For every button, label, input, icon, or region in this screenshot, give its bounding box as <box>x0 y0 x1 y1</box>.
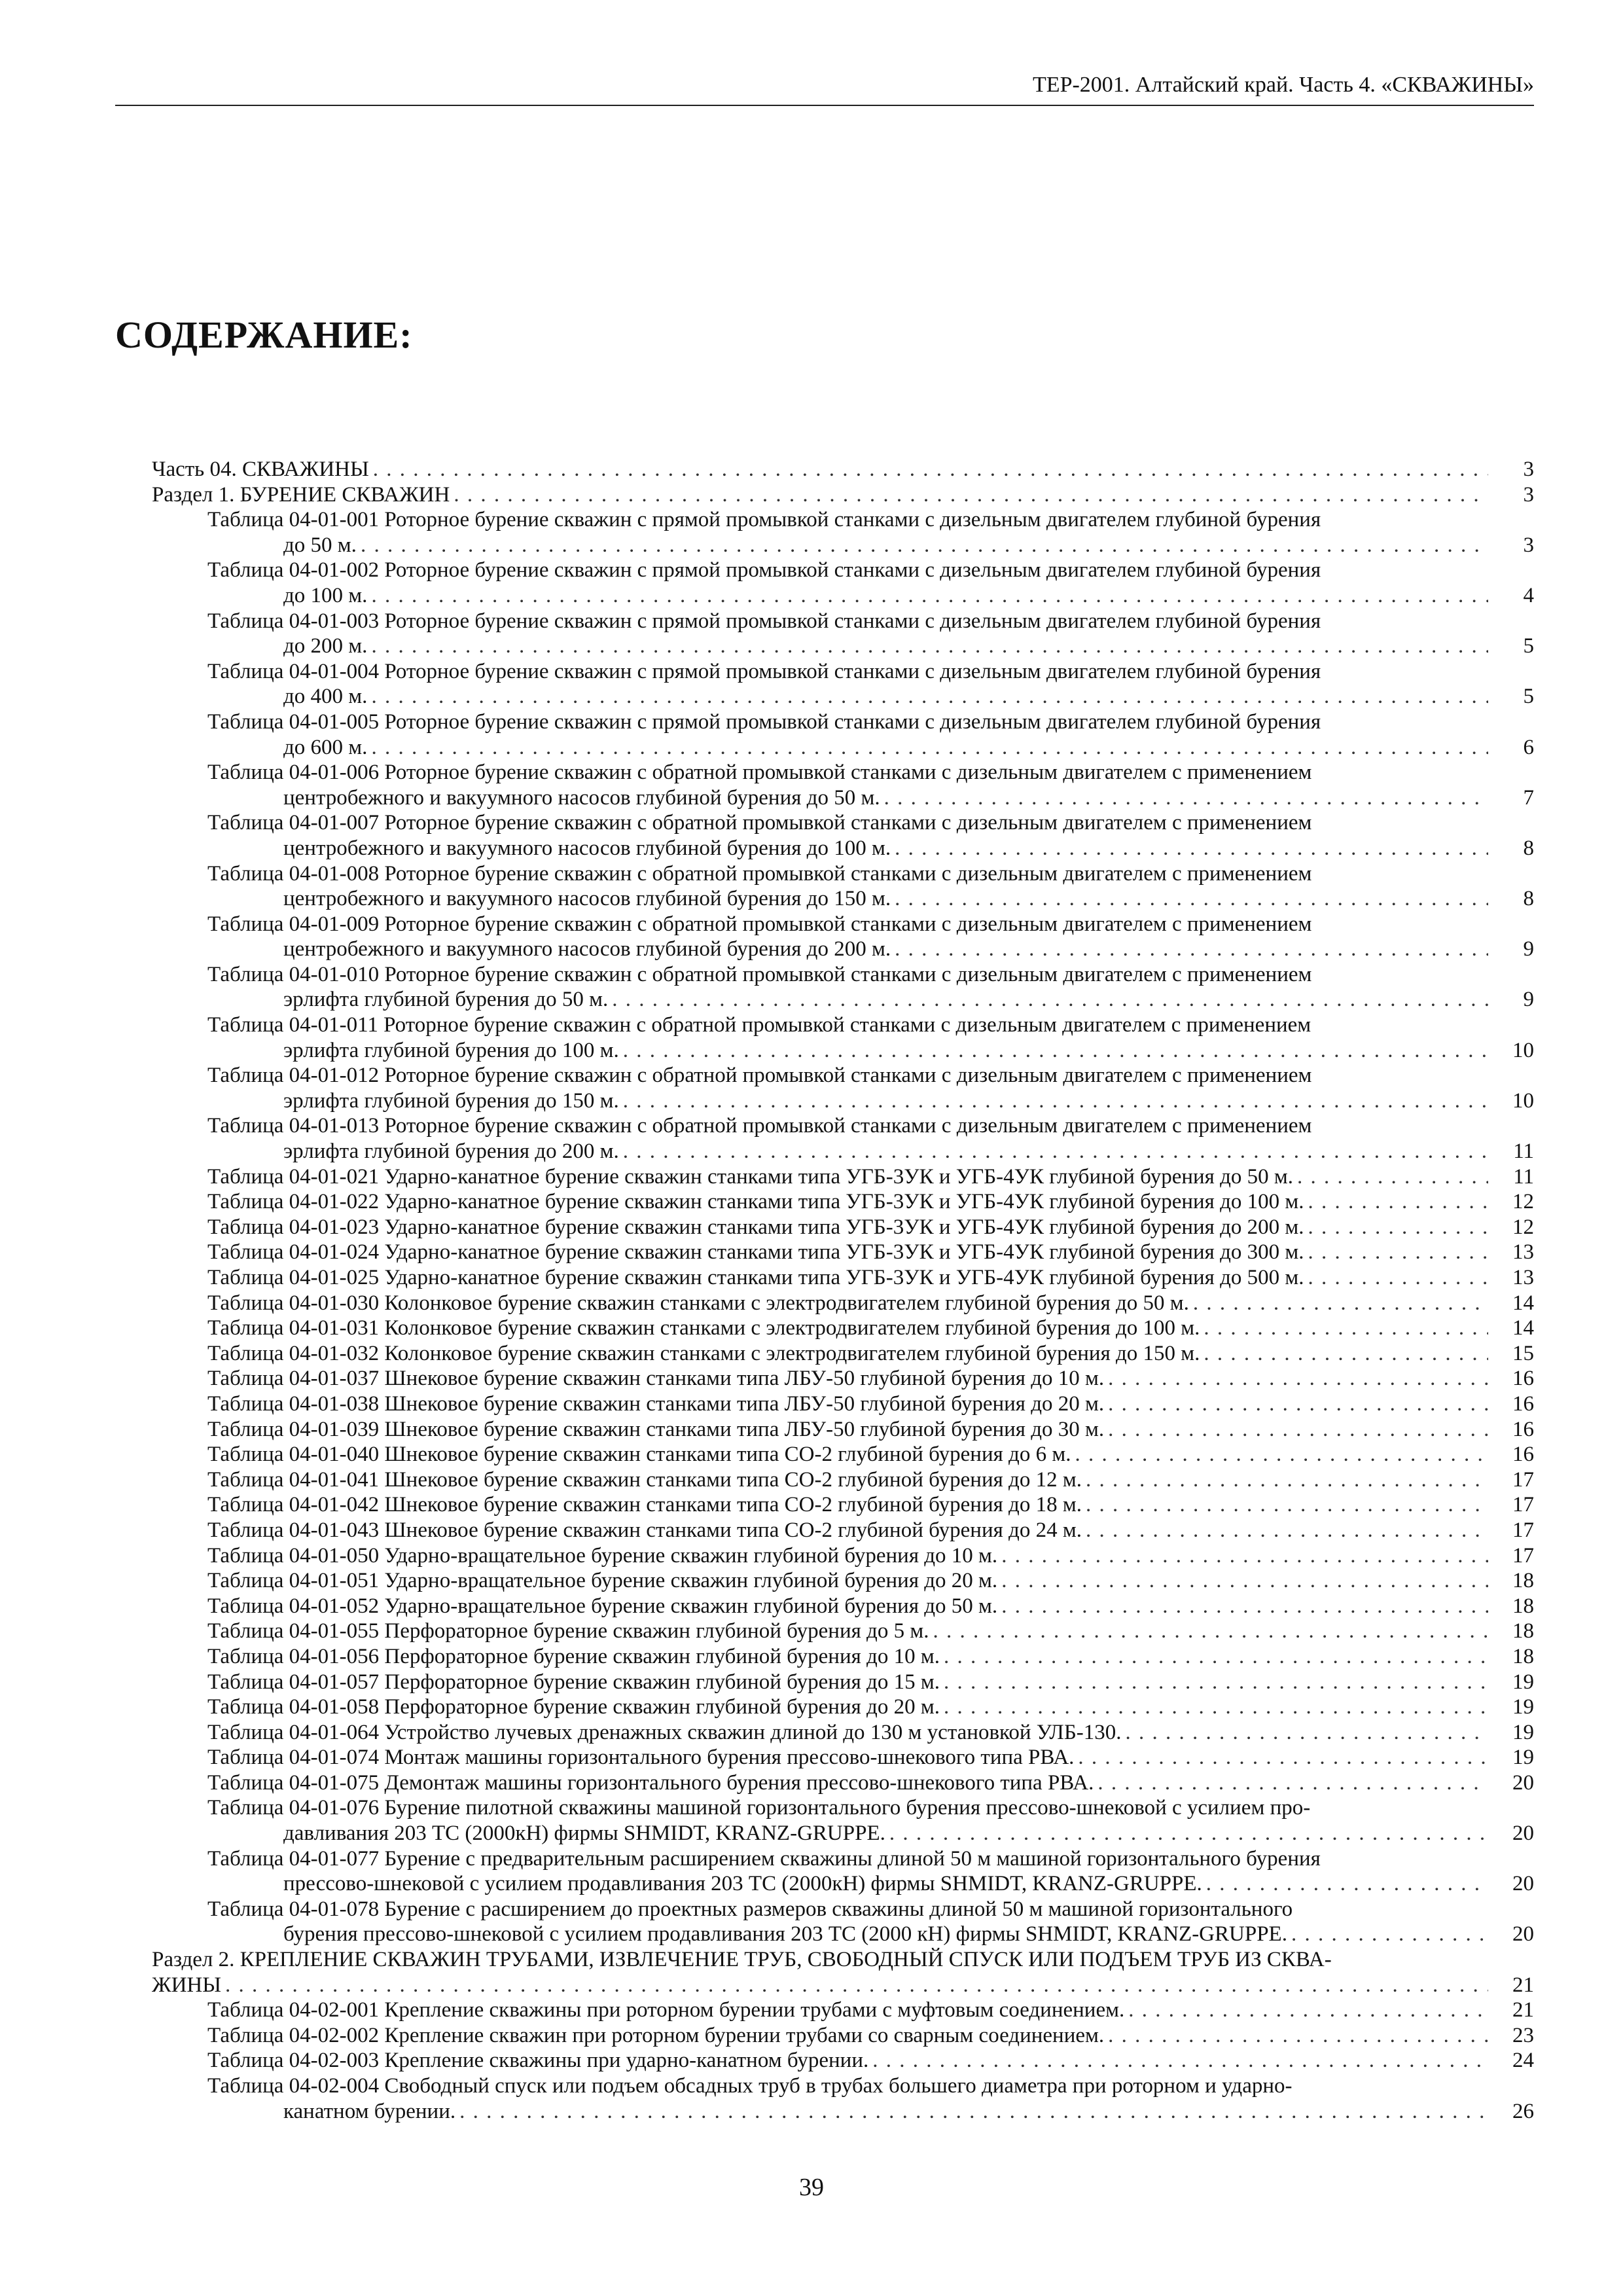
toc-entry-text: Таблица 04-01-003 Роторное бурение скважин с прямой промывкой станками с дизельным двигателем глубиной бурения <box>207 609 1321 633</box>
toc-page-number: 24 <box>1512 2049 1534 2073</box>
toc-table-entry[interactable] <box>152 1594 1534 1619</box>
toc-table-entry[interactable] <box>152 1897 1534 1947</box>
toc-entry-line <box>207 1240 1534 1265</box>
toc-page-number: 21 <box>1512 1998 1534 2022</box>
toc-entry-line <box>207 1492 1534 1518</box>
toc-table-entry[interactable] <box>152 1291 1534 1316</box>
toc-entry-line <box>207 1897 1534 1922</box>
toc-table-entry[interactable] <box>152 1846 1534 1897</box>
dot-leader <box>1082 1518 1488 1543</box>
dot-leader <box>1104 2023 1488 2049</box>
dot-leader <box>221 1973 1488 1998</box>
toc-entry-text: Часть 04. СКВАЖИНЫ <box>152 457 369 481</box>
toc-page-number: 20 <box>1512 1770 1534 1795</box>
toc-entry-text: Таблица 04-01-056 Перфораторное бурение скважин глубиной бурения до 10 м. <box>207 1644 940 1668</box>
toc-page-number: 19 <box>1512 1695 1534 1719</box>
toc-table-entry[interactable] <box>152 1644 1534 1670</box>
toc-table-entry[interactable] <box>152 1164 1534 1190</box>
toc-entry-line <box>152 457 1534 482</box>
dot-leader <box>619 1088 1488 1114</box>
toc-entry-line <box>207 1543 1534 1569</box>
toc-entry-text: Таблица 04-01-006 Роторное бурение скважин с обратной промывкой станками с дизельным двигателем с применением <box>207 761 1312 785</box>
toc-table-entry[interactable] <box>152 1417 1534 1443</box>
toc-table-entry[interactable] <box>152 1543 1534 1569</box>
dot-leader <box>1082 1492 1488 1518</box>
dot-leader <box>1304 1265 1488 1291</box>
dot-leader <box>367 634 1488 659</box>
toc-page-number: 26 <box>1512 2099 1534 2123</box>
toc-page-number: 14 <box>1512 1291 1534 1315</box>
toc-table-entry[interactable] <box>152 1189 1534 1215</box>
toc-page-number: 7 <box>1523 785 1534 810</box>
dot-leader <box>1124 1998 1488 2023</box>
toc-table-entry[interactable] <box>152 609 1534 659</box>
dot-leader <box>1293 1164 1488 1190</box>
toc-section-entry[interactable] <box>152 457 1534 482</box>
toc-entry-line <box>207 1265 1534 1291</box>
toc-entry-text: Таблица 04-01-002 Роторное бурение скважин с прямой промывкой станками с дизельным двигателем глубиной бурения <box>207 558 1321 583</box>
toc-entry-line <box>207 937 1534 962</box>
toc-entry-text: эрлифта глубиной бурения до 200 м. <box>283 1139 619 1164</box>
toc-entry-text: эрлифта глубиной бурения до 100 м. <box>283 1038 619 1062</box>
toc-entry-line <box>207 912 1534 937</box>
toc-entry-line <box>207 1695 1534 1720</box>
toc-section-entry[interactable] <box>152 1947 1534 1998</box>
toc-entry-text: Раздел 2. КРЕПЛЕНИЕ СКВАЖИН ТРУБАМИ, ИЗВЛЕЧЕНИЕ ТРУБ, СВОБОДНЫЙ СПУСК ИЛИ ПОДЪЕМ ТРУБ ИЗ СКВА- <box>152 1948 1332 1972</box>
toc-entry-line <box>207 1871 1534 1897</box>
toc-page-number: 13 <box>1512 1266 1534 1289</box>
toc-entry-text: Таблица 04-01-022 Ударно-канатное бурение скважин станками типа УГБ-3УК и УГБ-4УК глубиной бурения до 100 м. <box>207 1190 1304 1214</box>
toc-entry-line <box>207 1795 1534 1821</box>
dot-leader <box>1189 1291 1488 1316</box>
toc-entry-line <box>207 1998 1534 2023</box>
toc-table-entry[interactable] <box>152 810 1534 861</box>
toc-entry-line <box>207 1770 1534 1796</box>
toc-entry-line <box>152 1973 1534 1998</box>
toc-table-entry[interactable] <box>152 1341 1534 1367</box>
toc-entry-line <box>207 1745 1534 1770</box>
toc-entry-text: Раздел 1. БУРЕНИЕ СКВАЖИН <box>152 482 450 507</box>
dot-leader <box>891 937 1488 962</box>
toc-entry-line <box>207 1139 1534 1164</box>
toc-table-entry[interactable] <box>152 1113 1534 1164</box>
toc-page-number: 14 <box>1512 1316 1534 1340</box>
toc-table-entry[interactable] <box>152 1745 1534 1770</box>
toc-table-entry[interactable] <box>152 1265 1534 1291</box>
toc-page-number: 18 <box>1512 1619 1534 1643</box>
toc-entry-line <box>207 507 1534 533</box>
dot-leader <box>1094 1770 1488 1796</box>
toc-entry-text: Таблица 04-01-031 Колонковое бурение скважин станками с электродвигателем глубиной бурения до 100 м. <box>207 1316 1200 1340</box>
toc-entry-text: центробежного и вакуумного насосов глубиной бурения до 100 м. <box>283 836 891 860</box>
dot-leader <box>1202 1871 1488 1897</box>
toc-entry-text: до 600 м. <box>283 735 368 759</box>
toc-entry-line <box>207 1366 1534 1391</box>
toc-entry-text: Таблица 04-02-004 Свободный спуск или подъем обсадных труб в трубах большего диаметра при роторном и ударно- <box>207 2074 1293 2098</box>
toc-entry-line <box>207 861 1534 887</box>
toc-page-number: 21 <box>1512 1973 1534 1997</box>
toc-page-number: 23 <box>1512 2023 1534 2047</box>
toc-entry-text: эрлифта глубиной бурения до 150 м. <box>283 1088 619 1113</box>
toc-table-entry[interactable] <box>152 1013 1534 1063</box>
toc-table-entry[interactable] <box>152 1998 1534 2023</box>
toc-entry-text: центробежного и вакуумного насосов глубиной бурения до 200 м. <box>283 937 891 961</box>
toc-entry-line <box>207 1417 1534 1443</box>
dot-leader <box>1200 1341 1488 1367</box>
toc-page-number: 17 <box>1512 1493 1534 1517</box>
toc-table-entry[interactable] <box>152 1391 1534 1417</box>
toc-entry-text: центробежного и вакуумного насосов глубиной бурения до 50 м. <box>283 785 880 810</box>
dot-leader <box>1304 1215 1488 1240</box>
toc-table-entry[interactable] <box>152 1442 1534 1467</box>
toc-table-entry[interactable] <box>152 1366 1534 1391</box>
toc-entry-text: Таблица 04-01-076 Бурение пилотной скважины машиной горизонтального бурения прессово-шнековой с усилием про- <box>207 1796 1311 1820</box>
dot-leader <box>455 2099 1488 2125</box>
toc-entry-line <box>207 634 1534 659</box>
dot-leader <box>868 2048 1488 2073</box>
toc-table-entry[interactable] <box>152 558 1534 608</box>
toc-table-entry[interactable] <box>152 962 1534 1013</box>
dot-leader <box>891 836 1488 861</box>
toc-entry-text: Таблица 04-01-007 Роторное бурение скважин с обратной промывкой станками с дизельным двигателем с применением <box>207 811 1312 835</box>
toc-table-entry[interactable] <box>152 507 1534 558</box>
toc-table-entry[interactable] <box>152 1770 1534 1796</box>
toc-table-entry[interactable] <box>152 1568 1534 1594</box>
toc-entry-line <box>207 1316 1534 1341</box>
toc-entry-line <box>207 2073 1534 2099</box>
dot-leader <box>1104 1417 1488 1443</box>
toc-entry-text: Таблица 04-01-052 Ударно-вращательное бурение скважин глубиной бурения до 50 м. <box>207 1594 998 1618</box>
toc-table-entry[interactable] <box>152 1316 1534 1341</box>
toc-entry-line <box>207 1189 1534 1215</box>
toc-entry-text: Таблица 04-01-078 Бурение с расширением до проектных размеров скважины длиной 50 м машиной горизонтального <box>207 1897 1293 1921</box>
toc-entry-line <box>207 1619 1534 1644</box>
toc-entry-text: Таблица 04-01-058 Перфораторное бурение скважин глубиной бурения до 20 м. <box>207 1695 940 1719</box>
toc-entry-text: бурения прессово-шнековой с усилием продавливания 203 ТС (2000 кН) фирмы SHMIDT, KRANZ-GRUPPE. <box>283 1922 1287 1946</box>
toc-entry-text: Таблица 04-02-001 Крепление скважины при роторном бурении трубами с муфтовым соединением. <box>207 1998 1125 2022</box>
header-rule <box>115 105 1534 106</box>
toc-entry-line <box>207 1846 1534 1872</box>
toc-page-number: 17 <box>1512 1467 1534 1492</box>
toc-entry-line <box>207 1391 1534 1417</box>
toc-page-number: 16 <box>1512 1367 1534 1391</box>
toc-page-number: 18 <box>1512 1569 1534 1593</box>
toc-page-number: 11 <box>1513 1164 1534 1189</box>
dot-leader <box>997 1543 1488 1569</box>
toc-entry-text: канатном бурении. <box>283 2099 456 2123</box>
dot-leader <box>885 1821 1488 1846</box>
toc-page-number: 18 <box>1512 1644 1534 1668</box>
dot-leader <box>1287 1922 1488 1947</box>
dot-leader <box>619 1139 1488 1164</box>
toc-page-number: 18 <box>1512 1594 1534 1618</box>
toc-entry-line <box>207 1341 1534 1367</box>
toc-entry-line <box>207 1442 1534 1467</box>
toc-entry-text: Таблица 04-01-043 Шнековое бурение скважин станками типа СО-2 глубиной бурения до 24 м. <box>207 1518 1082 1542</box>
dot-leader <box>357 533 1488 558</box>
toc-entry-line <box>207 583 1534 609</box>
toc-entry-text: Таблица 04-01-004 Роторное бурение скважин с прямой промывкой станками с дизельным двигателем глубиной бурения <box>207 659 1321 683</box>
toc-entry-text: до 50 м. <box>283 533 357 557</box>
toc-entry-text: Таблица 04-01-010 Роторное бурение скважин с обратной промывкой станками с дизельным двигателем с применением <box>207 962 1312 986</box>
dot-leader <box>1200 1316 1488 1341</box>
toc-entry-line <box>207 886 1534 912</box>
toc-entry-text: Таблица 04-01-042 Шнековое бурение скважин станками типа СО-2 глубиной бурения до 18 м. <box>207 1493 1082 1517</box>
toc-entry-text: Таблица 04-01-057 Перфораторное бурение скважин глубиной бурения до 15 м. <box>207 1670 940 1694</box>
dot-leader <box>619 1038 1488 1064</box>
toc-table-entry[interactable] <box>152 1518 1534 1543</box>
toc-page-number: 8 <box>1523 836 1534 860</box>
dot-leader <box>880 785 1488 811</box>
toc-entry-line <box>207 1215 1534 1240</box>
toc-entry-text: Таблица 04-02-002 Крепление скважин при роторном бурении трубами со сварным соединением. <box>207 2023 1105 2047</box>
dot-leader <box>367 583 1488 609</box>
toc-entry-line <box>207 1113 1534 1139</box>
toc-entry-text: центробежного и вакуумного насосов глубиной бурения до 150 м. <box>283 887 891 911</box>
toc-table-entry[interactable] <box>152 1670 1534 1695</box>
toc-entry-line <box>207 1821 1534 1846</box>
toc-entry-text: давливания 203 ТС (2000кН) фирмы SHMIDT, KRANZ-GRUPPE. <box>283 1821 885 1846</box>
toc-entry-text: Таблица 04-01-012 Роторное бурение скважин с обратной промывкой станками с дизельным двигателем с применением <box>207 1064 1312 1088</box>
toc-entry-line <box>152 482 1534 508</box>
toc-page-number: 10 <box>1512 1088 1534 1113</box>
toc-page-number: 11 <box>1513 1139 1534 1164</box>
toc-entry-text: Таблица 04-01-041 Шнековое бурение скважин станками типа СО-2 глубиной бурения до 12 м. <box>207 1467 1082 1492</box>
toc-entry-line <box>207 810 1534 836</box>
toc-entry-line <box>207 760 1534 785</box>
dot-leader <box>367 735 1488 761</box>
toc-entry-text: Таблица 04-01-030 Колонковое бурение скважин станками с электродвигателем глубиной бурения до 50 м. <box>207 1291 1189 1315</box>
toc-page-number: 20 <box>1512 1872 1534 1896</box>
toc-entry-line <box>207 659 1534 685</box>
toc-entry-line <box>207 533 1534 558</box>
toc-page-number: 16 <box>1512 1391 1534 1416</box>
toc-entry-text: Таблица 04-01-024 Ударно-канатное бурение скважин станками типа УГБ-3УК и УГБ-4УК глубиной бурения до 300 м. <box>207 1240 1304 1265</box>
toc-page-number: 5 <box>1523 685 1534 709</box>
toc-page-number: 8 <box>1523 887 1534 911</box>
toc-page-number: 13 <box>1512 1240 1534 1265</box>
toc-page-number: 9 <box>1523 937 1534 961</box>
toc-table-entry[interactable] <box>152 1240 1534 1265</box>
toc-page-number: 9 <box>1523 988 1534 1012</box>
toc-entry-text: Таблица 04-01-032 Колонковое бурение скважин станками с электродвигателем глубиной бурения до 150 м. <box>207 1341 1200 1365</box>
dot-leader <box>1071 1442 1488 1467</box>
toc-page-number: 3 <box>1523 533 1534 557</box>
toc-entry-text: Таблица 04-01-039 Шнековое бурение скважин станками типа ЛБУ-50 глубиной бурения до 30 м. <box>207 1417 1105 1441</box>
toc-entry-text: Таблица 04-01-050 Ударно-вращательное бурение скважин глубиной бурения до 10 м. <box>207 1543 998 1568</box>
toc-entry-line <box>207 609 1534 634</box>
toc-table-entry[interactable] <box>152 2023 1534 2049</box>
toc-entry-text: ЖИНЫ <box>152 1973 222 1997</box>
toc-entry-line <box>207 1720 1534 1746</box>
toc-entry-line <box>207 1467 1534 1493</box>
toc-page-number: 12 <box>1512 1190 1534 1214</box>
toc-entry-line <box>207 735 1534 761</box>
toc-page-number: 19 <box>1512 1670 1534 1694</box>
toc-table-entry[interactable] <box>152 659 1534 709</box>
toc-entry-line <box>207 1063 1534 1088</box>
toc-table-entry[interactable] <box>152 1215 1534 1240</box>
toc-entry-line <box>207 1164 1534 1190</box>
toc-entry-line <box>207 1670 1534 1695</box>
toc-entry-text: Таблица 04-01-051 Ударно-вращательное бурение скважин глубиной бурения до 20 м. <box>207 1569 998 1593</box>
toc-page-number: 17 <box>1512 1518 1534 1542</box>
toc-entry-line <box>207 962 1534 988</box>
toc-entry-line <box>207 1518 1534 1543</box>
dot-leader <box>369 457 1488 482</box>
toc-entry-line <box>207 1644 1534 1670</box>
toc-entry-text: до 100 м. <box>283 583 368 607</box>
toc-entry-line <box>207 558 1534 583</box>
toc-table-entry[interactable] <box>152 1063 1534 1113</box>
dot-leader <box>997 1594 1488 1619</box>
toc-table-entry[interactable] <box>152 1695 1534 1720</box>
toc-page-number: 20 <box>1512 1922 1534 1946</box>
dot-leader <box>450 482 1488 508</box>
toc-page-number: 3 <box>1523 482 1534 507</box>
dot-leader <box>1304 1189 1488 1215</box>
toc-entry-text: Таблица 04-01-037 Шнековое бурение скважин станками типа ЛБУ-50 глубиной бурения до 10 м. <box>207 1367 1105 1391</box>
toc-entry-line <box>152 1947 1534 1973</box>
toc-entry-text: Таблица 04-01-001 Роторное бурение скважин с прямой промывкой станками с дизельным двигателем глубиной бурения <box>207 508 1321 532</box>
toc-entry-text: Таблица 04-01-025 Ударно-канатное бурение скважин станками типа УГБ-3УК и УГБ-4УК глубиной бурения до 500 м. <box>207 1266 1304 1289</box>
toc-page-number: 4 <box>1523 583 1534 607</box>
toc-entry-text: Таблица 04-01-011 Роторное бурение скважин с обратной промывкой станками с дизельным двигателем с применением <box>207 1013 1311 1037</box>
toc-entry-text: Таблица 04-01-008 Роторное бурение скважин с обратной промывкой станками с дизельным двигателем с применением <box>207 861 1312 886</box>
toc-entry-text: Таблица 04-01-075 Демонтаж машины горизонтального бурения прессово-шнекового типа РВА. <box>207 1770 1094 1795</box>
toc-entry-text: Таблица 04-02-003 Крепление скважины при ударно-канатном бурении. <box>207 2049 869 2073</box>
toc-section-entry[interactable] <box>152 482 1534 508</box>
toc-entry-text: Таблица 04-01-055 Перфораторное бурение скважин глубиной бурения до 5 м. <box>207 1619 929 1643</box>
toc-entry-line <box>207 836 1534 861</box>
toc-page-number: 3 <box>1523 457 1534 481</box>
page-title: СОДЕРЖАНИЕ: <box>115 314 413 356</box>
dot-leader <box>1074 1745 1488 1770</box>
dot-leader <box>929 1619 1488 1644</box>
toc-table-entry[interactable] <box>152 709 1534 760</box>
toc-entry-line <box>207 1568 1534 1594</box>
toc-entry-text: Таблица 04-01-023 Ударно-канатное бурение скважин станками типа УГБ-3УК и УГБ-4УК глубиной бурения до 200 м. <box>207 1215 1304 1239</box>
toc-entry-line <box>207 709 1534 735</box>
toc-table-entry[interactable] <box>152 2048 1534 2073</box>
toc-entry-line <box>207 2048 1534 2073</box>
dot-leader <box>940 1670 1488 1695</box>
toc-entry-line <box>207 2099 1534 2125</box>
toc-entry-text: прессово-шнековой с усилием продавливания 203 ТС (2000кН) фирмы SHMIDT, KRANZ-GRUPPE. <box>283 1872 1202 1896</box>
toc-entry-line <box>207 1922 1534 1947</box>
toc-entry-text: Таблица 04-01-074 Монтаж машины горизонтального бурения прессово-шнекового типа РВА. <box>207 1746 1075 1770</box>
dot-leader <box>1082 1467 1488 1493</box>
toc-entry-text: Таблица 04-01-077 Бурение с предварительным расширением скважины длиной 50 м машиной горизонтального бурения <box>207 1846 1321 1871</box>
toc-page-number: 12 <box>1512 1215 1534 1239</box>
dot-leader <box>1122 1720 1488 1746</box>
dot-leader <box>1104 1391 1488 1417</box>
toc-page-number: 16 <box>1512 1417 1534 1441</box>
toc-entry-line <box>207 785 1534 811</box>
dot-leader <box>1104 1366 1488 1391</box>
toc-entry-line <box>207 1291 1534 1316</box>
toc-entry-text: Таблица 04-01-009 Роторное бурение скважин с обратной промывкой станками с дизельным двигателем с применением <box>207 912 1312 936</box>
toc-page-number: 15 <box>1512 1341 1534 1365</box>
toc-table-entry[interactable] <box>152 1795 1534 1846</box>
toc-entry-text: до 400 м. <box>283 685 368 709</box>
toc-entry-text: Таблица 04-01-038 Шнековое бурение скважин станками типа ЛБУ-50 глубиной бурения до 20 м. <box>207 1391 1105 1416</box>
toc-entry-line <box>207 987 1534 1013</box>
toc-entry-text: Таблица 04-01-040 Шнековое бурение скважин станками типа СО-2 глубиной бурения до 6 м. <box>207 1443 1071 1467</box>
toc-entry-line <box>207 1088 1534 1114</box>
toc-table-entry[interactable] <box>152 760 1534 810</box>
toc-entry-line <box>207 1594 1534 1619</box>
toc-table-entry[interactable] <box>152 2073 1534 2124</box>
toc-entry-text: Таблица 04-01-021 Ударно-канатное бурение скважин станками типа УГБ-3УК и УГБ-4УК глубиной бурения до 50 м. <box>207 1164 1294 1189</box>
toc-page-number: 5 <box>1523 634 1534 658</box>
toc-page-number: 17 <box>1512 1543 1534 1568</box>
dot-leader <box>1304 1240 1488 1265</box>
toc-page-number: 6 <box>1523 735 1534 759</box>
toc-page-number: 19 <box>1512 1720 1534 1744</box>
dot-leader <box>608 987 1488 1013</box>
toc-entry-text: Таблица 04-01-013 Роторное бурение скважин с обратной промывкой станками с дизельным двигателем с применением <box>207 1114 1312 1138</box>
toc-page-number: 10 <box>1512 1038 1534 1062</box>
toc-entry-line <box>207 1038 1534 1064</box>
page-number: 39 <box>799 2174 824 2201</box>
toc-entry-text: эрлифта глубиной бурения до 50 м. <box>283 988 609 1012</box>
dot-leader <box>940 1644 1488 1670</box>
toc-table-entry[interactable] <box>152 1467 1534 1493</box>
toc-table-entry[interactable] <box>152 1619 1534 1644</box>
dot-leader <box>997 1568 1488 1594</box>
toc-page-number: 19 <box>1512 1746 1534 1770</box>
toc-page-number: 20 <box>1512 1821 1534 1846</box>
dot-leader <box>940 1695 1488 1720</box>
running-header: ТЕР-2001. Алтайский край. Часть 4. «СКВАЖИНЫ» <box>1033 73 1534 97</box>
dot-leader <box>367 684 1488 709</box>
toc-table-entry[interactable] <box>152 861 1534 912</box>
toc-entry-text: Таблица 04-01-064 Устройство лучевых дренажных скважин длиной до 130 м установкой УЛБ-130. <box>207 1720 1122 1744</box>
toc-entry-text: Таблица 04-01-005 Роторное бурение скважин с прямой промывкой станками с дизельным двигателем глубиной бурения <box>207 709 1321 734</box>
toc-table-entry[interactable] <box>152 1720 1534 1746</box>
toc-page-number: 16 <box>1512 1443 1534 1467</box>
dot-leader <box>891 886 1488 912</box>
toc-entry-line <box>207 2023 1534 2049</box>
toc-table-entry[interactable] <box>152 1492 1534 1518</box>
toc-entry-line <box>207 1013 1534 1038</box>
toc-table-entry[interactable] <box>152 912 1534 962</box>
toc-entry-text: до 200 м. <box>283 634 368 658</box>
table-of-contents <box>152 457 1534 2124</box>
toc-entry-line <box>207 684 1534 709</box>
